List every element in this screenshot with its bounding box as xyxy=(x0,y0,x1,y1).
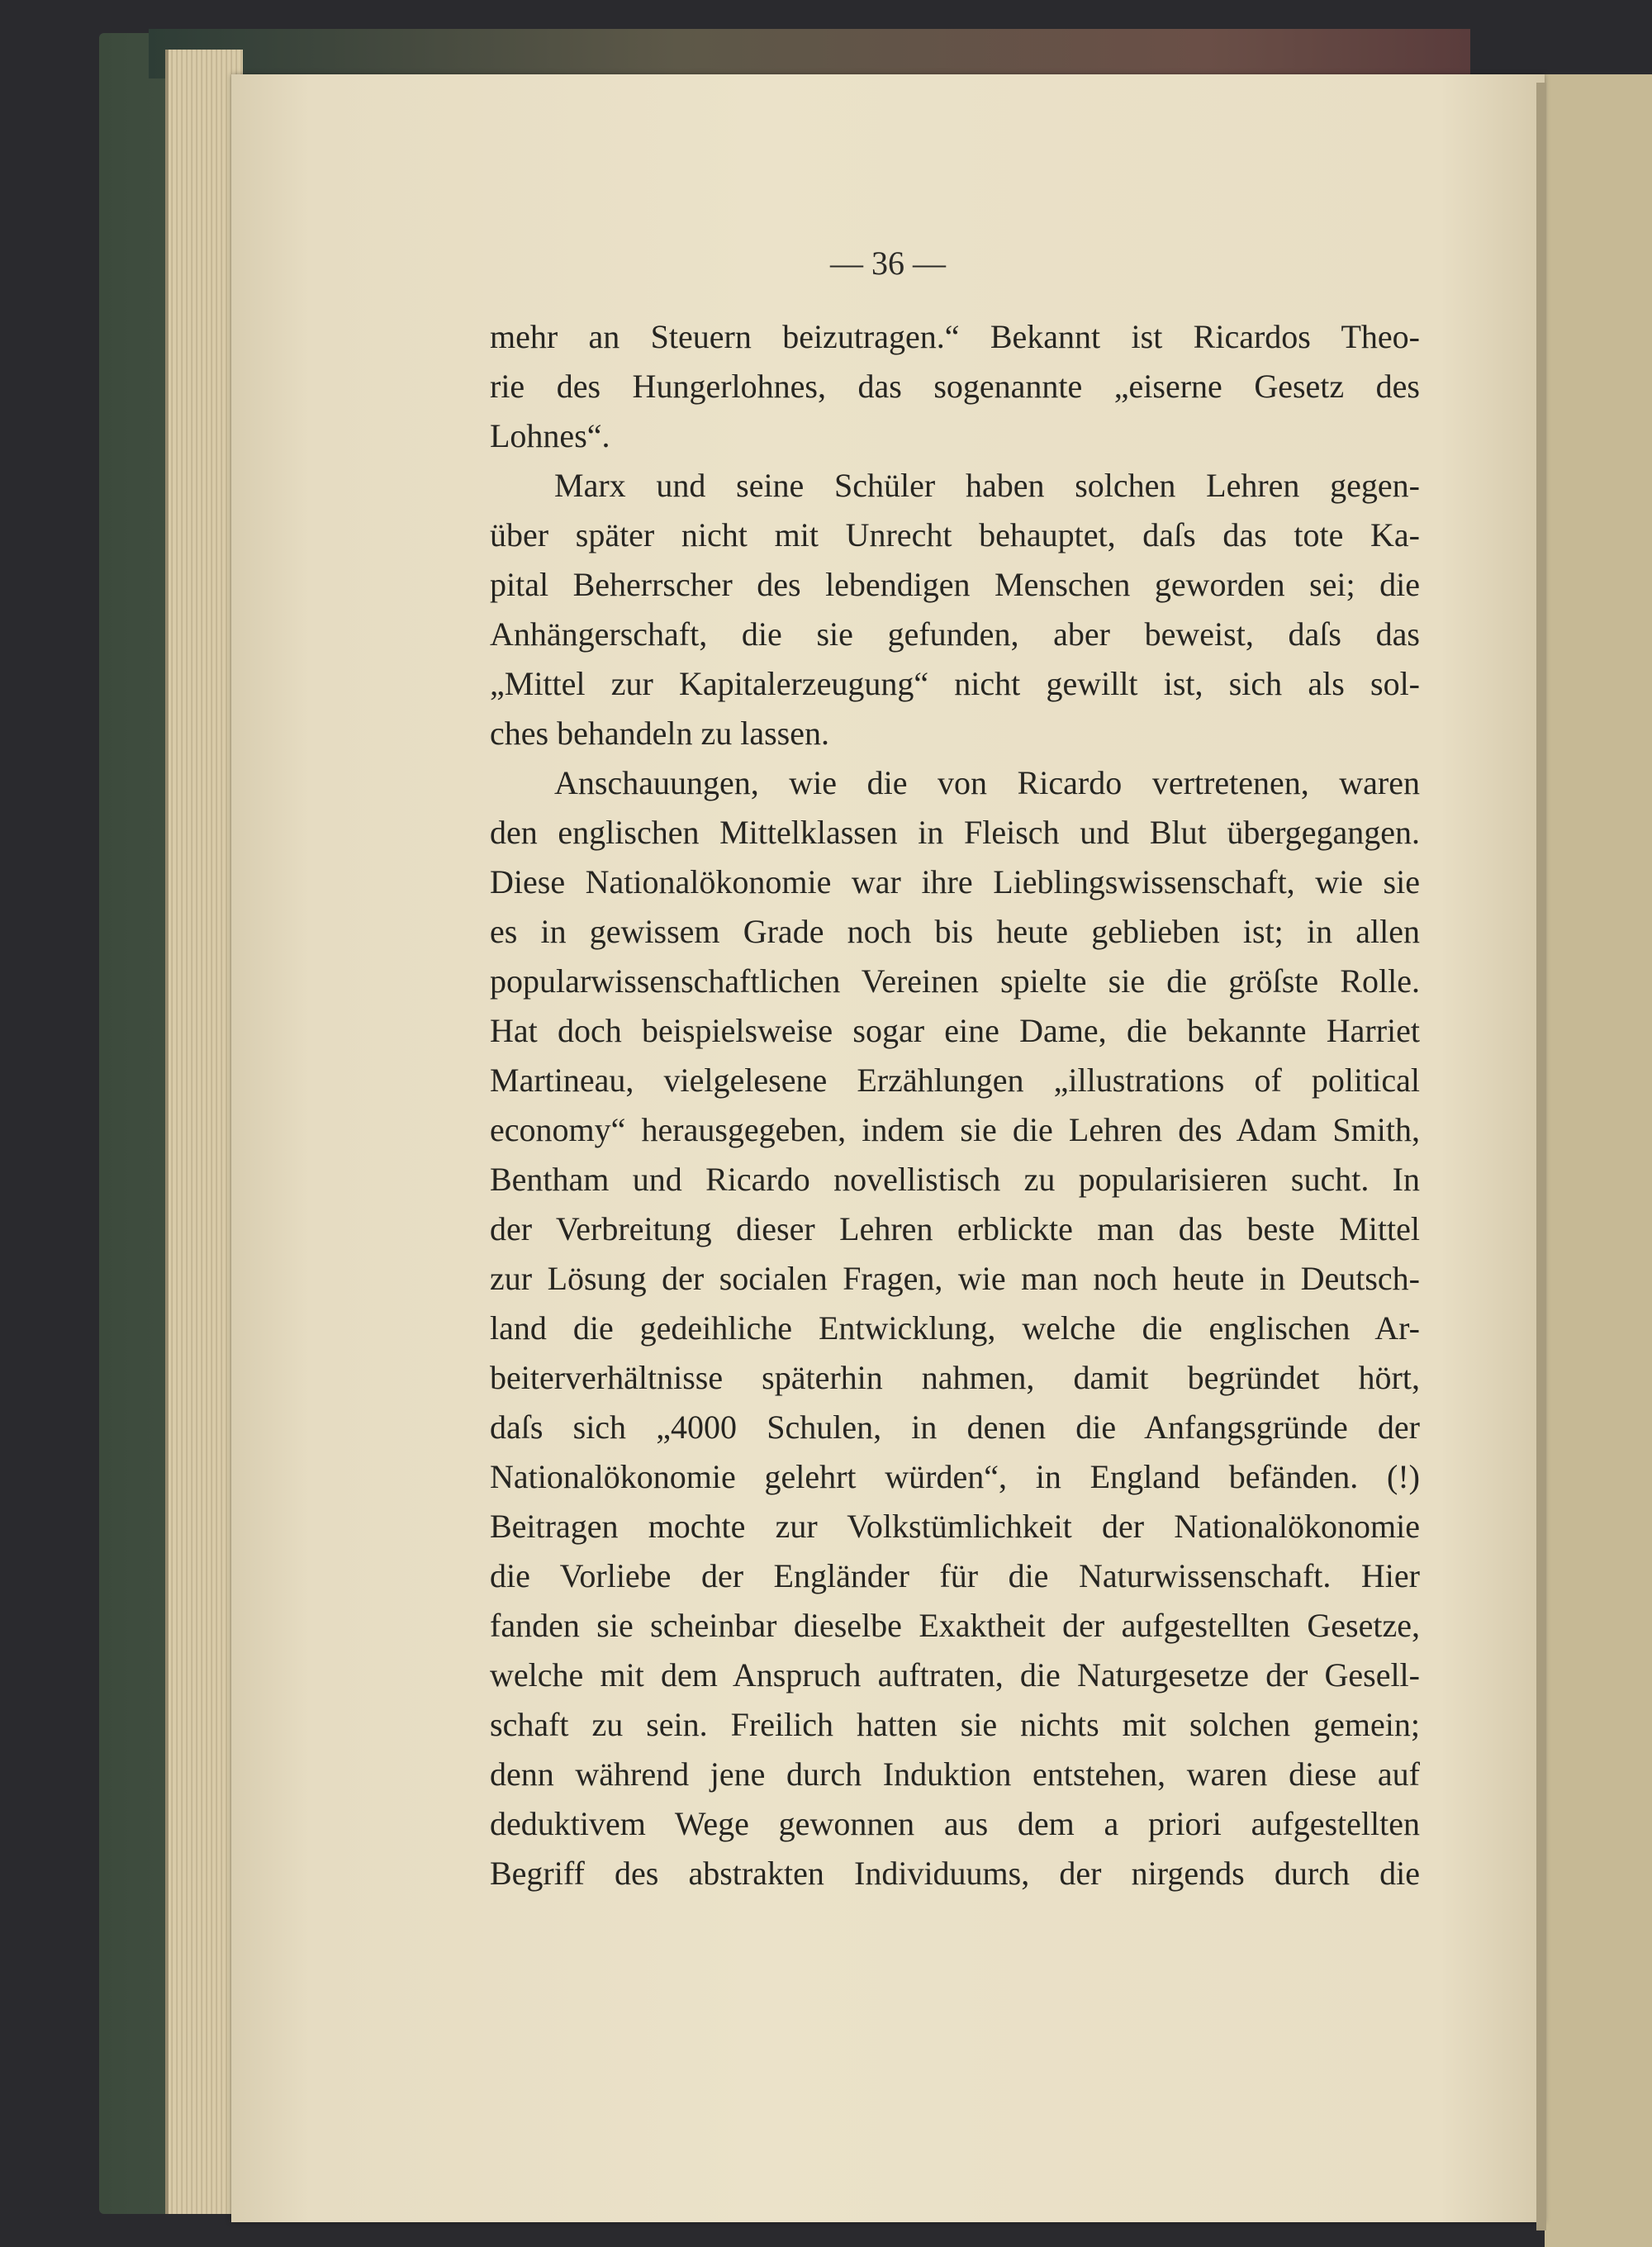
text-line: „Mittel zur Kapitalerzeugung“ nicht gewillt ist, sich als sol- xyxy=(490,665,1420,702)
text-line: Lohnes“. xyxy=(490,417,610,454)
text-line: beiterverhältnisse späterhin nahmen, damit begründet hört, xyxy=(490,1359,1420,1396)
text-line: denn während jene durch Induktion entstehen, waren diese auf xyxy=(490,1755,1420,1793)
text-line: pital Beherrscher des lebendigen Menschen geworden sei; die xyxy=(490,566,1420,603)
text-line: land die gedeihliche Entwicklung, welche die englischen Ar- xyxy=(490,1309,1420,1347)
text-line: daſs sich „4000 Schulen, in denen die Anfangsgründe der xyxy=(490,1409,1420,1446)
text-line: es in gewissem Grade noch bis heute geblieben ist; in allen xyxy=(490,913,1420,950)
text-line: economy“ herausgegeben, indem sie die Lehren des Adam Smith, xyxy=(490,1111,1420,1148)
text-line: Diese Nationalökonomie war ihre Lieblingswissenschaft, wie sie xyxy=(490,863,1420,900)
text-line: fanden sie scheinbar dieselbe Exaktheit der aufgestellten Gesetze, xyxy=(490,1607,1420,1644)
text-line: Martineau, vielgelesene Erzählungen „illustrations of political xyxy=(490,1062,1420,1099)
body-text xyxy=(490,312,1420,1898)
text-line: zur Lösung der socialen Fragen, wie man noch heute in Deutsch- xyxy=(490,1260,1420,1297)
text-line: über später nicht mit Unrecht behauptet, daſs das tote Ka- xyxy=(490,516,1420,553)
text-line: die Vorliebe der Engländer für die Naturwissenschaft. Hier xyxy=(490,1557,1420,1594)
text-line: Nationalökonomie gelehrt würden“, in England befänden. (!) xyxy=(490,1458,1420,1495)
text-line: Anhängerschaft, die sie gefunden, aber beweist, daſs das xyxy=(490,615,1420,653)
text-line: Marx und seine Schüler haben solchen Lehren gegen- xyxy=(554,467,1420,504)
cover-top-edge xyxy=(149,29,1470,78)
page-number: — 36 — xyxy=(830,245,946,282)
facing-page-strip xyxy=(1545,74,1652,2247)
text-line: Bentham und Ricardo novellistisch zu popularisieren sucht. In xyxy=(490,1161,1420,1198)
text-line: Hat doch beispielsweise sogar eine Dame, die bekannte Harriet xyxy=(490,1012,1420,1049)
text-line: Beitragen mochte zur Volkstümlichkeit der Nationalökonomie xyxy=(490,1508,1420,1545)
text-line: Begriff des abstrakten Individuums, der nirgends durch die xyxy=(490,1855,1420,1892)
text-line: welche mit dem Anspruch auftraten, die Naturgesetze der Gesell- xyxy=(490,1656,1420,1694)
text-line: ches behandeln zu lassen. xyxy=(490,715,829,752)
text-line: mehr an Steuern beizutragen.“ Bekannt ist Ricardos Theo- xyxy=(490,318,1420,355)
text-line: popularwissenschaftlichen Vereinen spielte sie die gröſste Rolle. xyxy=(490,962,1420,1000)
text-line: den englischen Mittelklassen in Fleisch und Blut übergegangen. xyxy=(490,814,1420,851)
text-line: rie des Hungerlohnes, das sogenannte „eiserne Gesetz des xyxy=(490,368,1420,405)
text-line: schaft zu sein. Freilich hatten sie nichts mit solchen gemein; xyxy=(490,1706,1420,1743)
text-line: der Verbreitung dieser Lehren erblickte man das beste Mittel xyxy=(490,1210,1420,1247)
text-line: deduktivem Wege gewonnen aus dem a priori aufgestellten xyxy=(490,1805,1420,1842)
text-line: Anschauungen, wie die von Ricardo vertretenen, waren xyxy=(554,764,1420,801)
gutter-shadow xyxy=(1536,83,1546,2230)
